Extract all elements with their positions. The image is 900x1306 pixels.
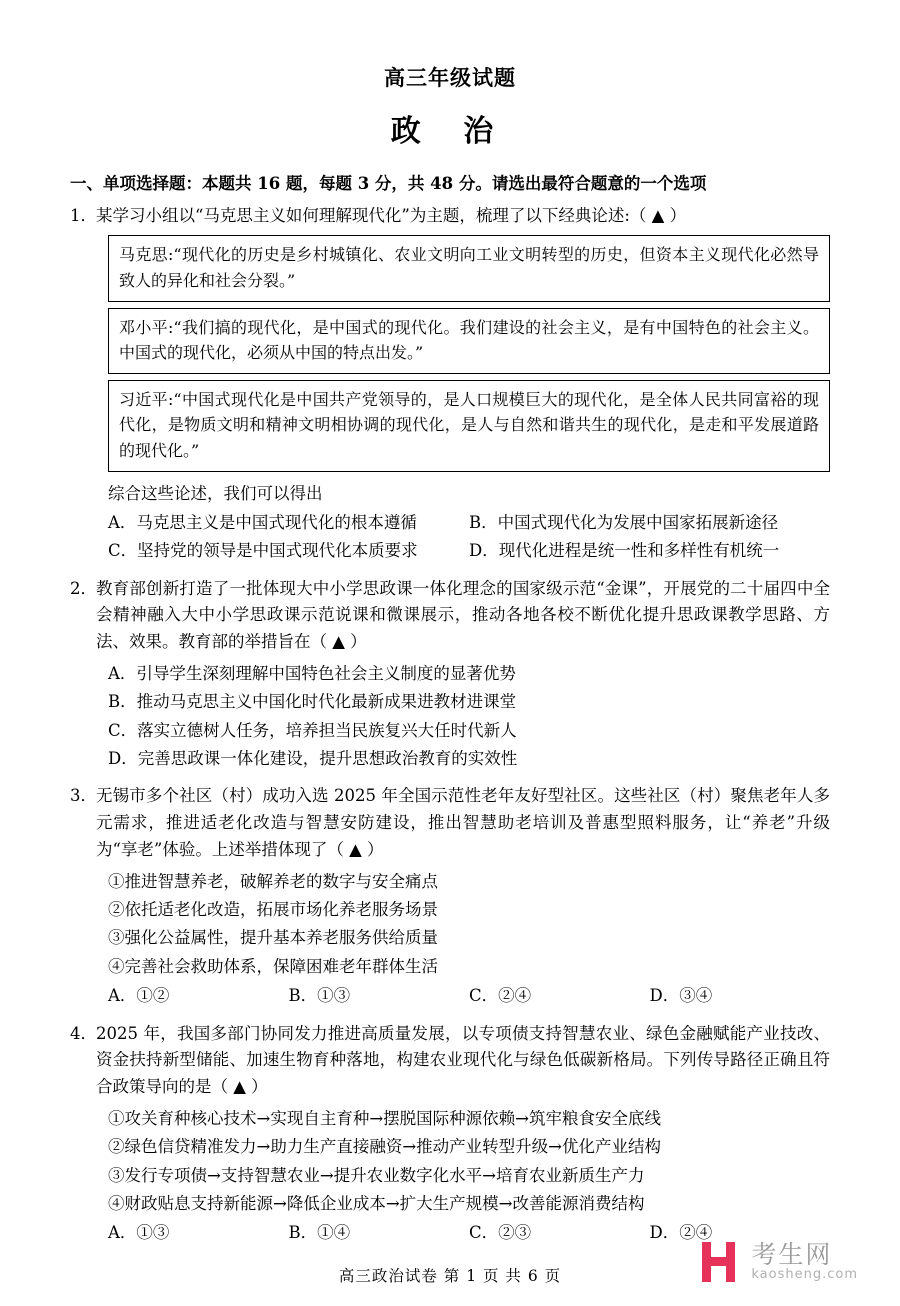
question-4 [70, 1021, 830, 1248]
option-row [108, 509, 830, 537]
question-stem: 某学习小组以“马克思主义如何理解现代化”为主题，梳理了以下经典论述:（ ▲ ） [96, 205, 687, 225]
quote-box-xi: 习近平:“中国式现代化是中国共产党领导的，是人口规模巨大的现代化，是全体人民共同富裕的现代化，是物质文明和精神文明相协调的现代化，是人与自然和谐共生的现代化，是走和平发展道路的现代化。” [108, 380, 830, 472]
subject-title: 政 治 [390, 114, 510, 149]
statement-2: ②绿色信贷精准发力→助力生产直接融资→推动产业转型升级→优化产业结构 [108, 1137, 661, 1157]
watermark-cn: 考生网 [751, 1240, 833, 1270]
option-d[interactable]: D．③④ [649, 986, 713, 1006]
quote-box-marx: 马克思:“现代化的历史是乡村城镇化、农业文明向工业文明转型的历史，但资本主义现代化必然导致人的异化和社会分裂。” [108, 235, 830, 301]
option-b[interactable]: B．①④ [288, 1223, 351, 1243]
section-heading: 一、单项选择题：本题共 16 题，每题 3 分，共 48 分。请选出最符合题意的一个选项 [70, 174, 707, 193]
options-list [108, 660, 830, 774]
option-b[interactable]: B．①③ [288, 986, 351, 1006]
statement-list [108, 1105, 830, 1219]
page-title: 高三年级试题 [384, 65, 516, 90]
option-a[interactable]: A．①② [108, 986, 170, 1006]
watermark-en: kaosheng.com [751, 1267, 858, 1283]
option-a[interactable]: A．引导学生深刻理解中国特色社会主义制度的显著优势 [108, 663, 516, 683]
option-a[interactable]: A．①③ [108, 1223, 170, 1243]
statement-4: ④完善社会救助体系，保障困难老年群体生活 [108, 956, 438, 976]
question-2 [70, 576, 830, 774]
question-number: 3． [70, 786, 97, 806]
option-c[interactable]: C．坚持党的领导是中国式现代化本质要求 [108, 541, 418, 561]
option-d[interactable]: D．现代化进程是统一性和多样性有机统一 [469, 541, 780, 561]
option-a[interactable]: A．马克思主义是中国式现代化的根本遵循 [108, 513, 417, 533]
option-b[interactable]: B．中国式现代化为发展中国家拓展新途径 [469, 513, 779, 533]
statement-1: ①推进智慧养老，破解养老的数字与安全痛点 [108, 871, 438, 891]
quote-box-deng: 邓小平:“我们搞的现代化，是中国式的现代化。我们建设的社会主义，是有中国特色的社会主义。中国式的现代化，必须从中国的特点出发。” [108, 308, 830, 374]
question-stem: 无锡市多个社区（村）成功入选 2025 年全国示范性老年友好型社区。这些社区（村）聚焦老年人多元需求，推进适老化改造与智慧安防建设，推出智慧助老培训及普惠型照料服务，让“养老”升级为“享老”体验。上述举措体现了（ ▲ ） [96, 786, 830, 859]
watermark [699, 1240, 858, 1284]
option-row [108, 537, 830, 565]
option-d[interactable]: D．②④ [649, 1223, 713, 1243]
page-footer: 高三政治试卷 第 1 页 共 6 页 [338, 1267, 562, 1286]
watermark-text [751, 1242, 858, 1282]
question-number: 4． [70, 1023, 97, 1043]
question-number: 1． [70, 205, 97, 225]
kaosheng-logo-icon [699, 1240, 743, 1284]
option-d[interactable]: D．完善思政课一体化建设，提升思想政治教育的实效性 [108, 749, 518, 769]
option-c[interactable]: C．落实立德树人任务，培养担当民族复兴大任时代新人 [108, 720, 517, 740]
statement-3: ③发行专项债→支持智慧农业→提升农业数字化水平→培育农业新质生产力 [108, 1165, 645, 1185]
option-b[interactable]: B．推动马克思主义中国化时代化最新成果进教材进课堂 [108, 692, 517, 712]
question-stem: 教育部创新打造了一批体现大中小学思政课一体化理念的国家级示范“金课”，开展党的二十届四中全会精神融入大中小学思政课示范说课和微课展示，推动各地各校不断优化提升思政课教学思路、方法、效果。教育部的举措旨在（ ▲ ） [96, 578, 830, 652]
statement-3: ③强化公益属性，提升基本养老服务供给质量 [108, 928, 438, 948]
question-stem: 2025 年，我国多部门协同发力推进高质量发展，以专项债支持智慧农业、绿色金融赋能产业技改、资金扶持新型储能、加速生物育种落地，构建农业现代化与绿色低碳新格局。下列传导路径正确且符合政策导向的是（ ▲ ） [96, 1023, 830, 1097]
statement-2: ②依托适老化改造，拓展市场化养老服务场景 [108, 899, 438, 919]
question-number: 2． [70, 578, 97, 598]
question-lead-in: 综合这些论述，我们可以得出 [108, 483, 323, 503]
statement-4: ④财政贴息支持新能源→降低企业成本→扩大生产规模→改善能源消费结构 [108, 1194, 645, 1214]
statement-1: ①攻关育种核心技术→实现自主育种→摆脱国际种源依赖→筑牢粮食安全底线 [108, 1108, 661, 1128]
options-list [108, 509, 830, 566]
statement-list [108, 868, 830, 982]
options-list [108, 981, 830, 1011]
question-1 [70, 203, 830, 566]
option-c[interactable]: C．②③ [469, 1223, 532, 1243]
question-3 [70, 783, 830, 1010]
option-c[interactable]: C．②④ [469, 986, 532, 1006]
